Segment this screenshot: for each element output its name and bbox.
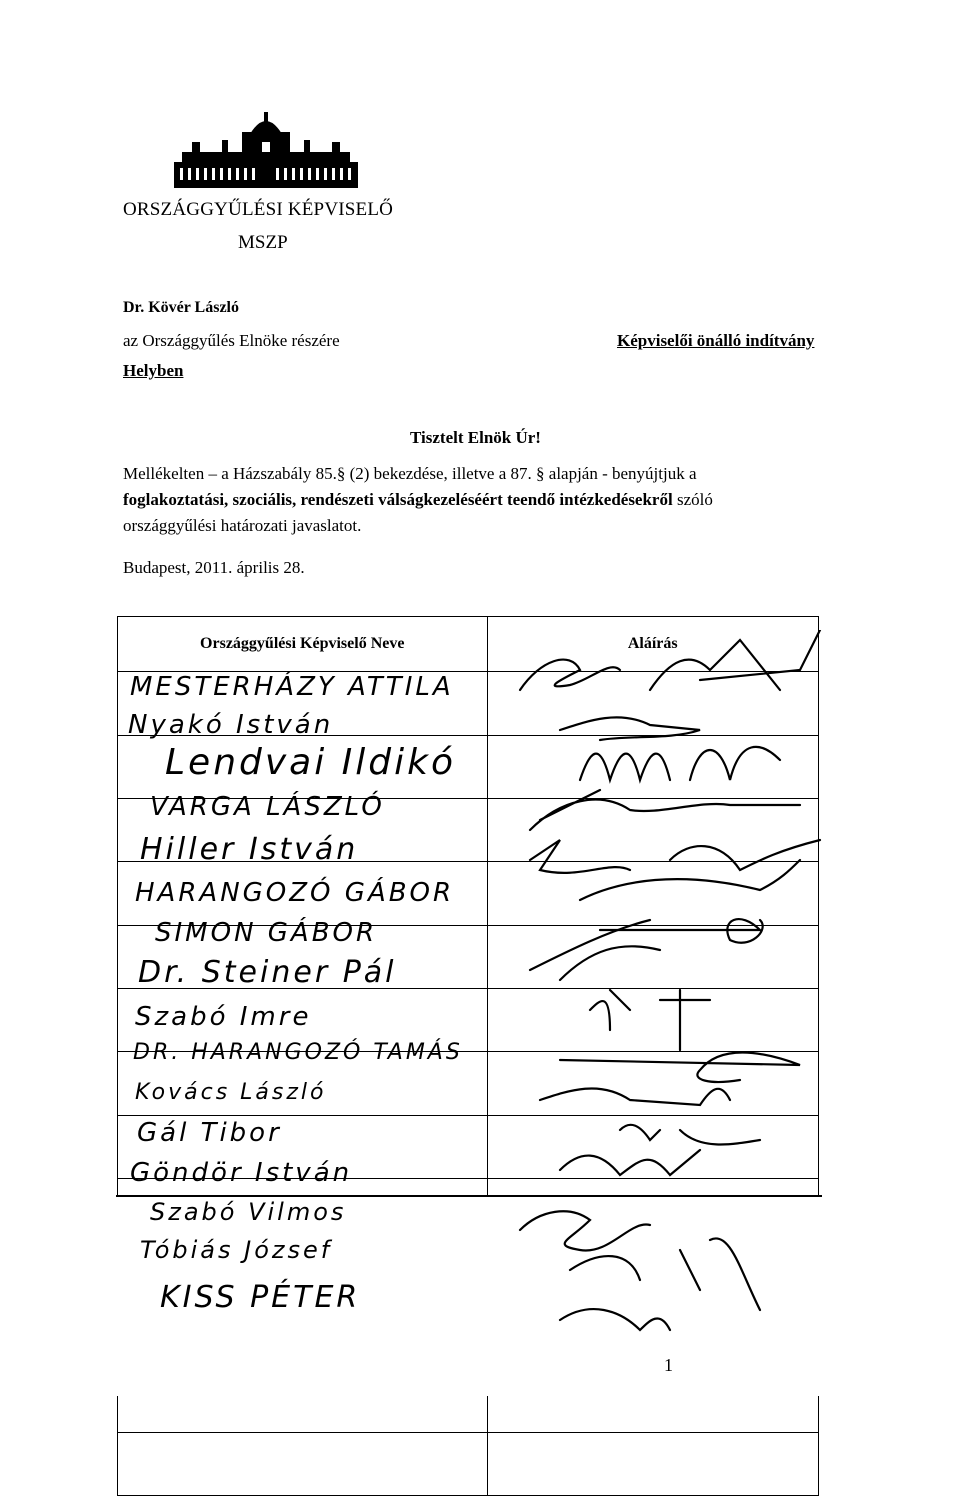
body-paragraph bbox=[123, 461, 843, 539]
body-line-1: Mellékelten – a Házszabály 85.§ (2) bekezdése, illetve a 87. § alapján - benyújtjuk a bbox=[123, 464, 697, 483]
body-line-3: országgyűlési határozati javaslatot. bbox=[123, 516, 362, 535]
handwritten-name: SIMON GÁBOR bbox=[155, 918, 378, 948]
handwritten-name: KISS PÉTER bbox=[160, 1280, 361, 1315]
handwritten-name: Tóbiás József bbox=[140, 1236, 333, 1264]
body-line-2-rest: szóló bbox=[672, 490, 713, 509]
handwritten-name: Kovács László bbox=[135, 1080, 327, 1105]
page-mark: 1 bbox=[664, 1355, 673, 1375]
table-row bbox=[118, 1432, 819, 1495]
handwritten-name: DR. HARANGOZÓ TAMÁS bbox=[133, 1040, 463, 1065]
body-line-2 bbox=[123, 487, 843, 513]
office-title: ORSZÁGGYŰLÉSI KÉPVISELŐ bbox=[123, 199, 394, 220]
handwritten-name: Göndör István bbox=[130, 1158, 353, 1188]
date-line: Budapest, 2011. április 28. bbox=[123, 558, 305, 577]
handwritten-name: VARGA LÁSZLÓ bbox=[150, 792, 385, 822]
motion-title: foglakoztatási, szociális, rendészeti válságkezeléséért teendő intézkedésekről bbox=[123, 490, 673, 509]
handwritten-name: Nyakó István bbox=[128, 710, 334, 740]
handwritten-name: MESTERHÁZY ATTILA bbox=[130, 672, 454, 702]
handwritten-name: Szabó Imre bbox=[135, 1002, 312, 1032]
addressee-name: Dr. Kövér László bbox=[123, 299, 239, 316]
handwritten-name: HARANGOZÓ GÁBOR bbox=[135, 878, 455, 908]
handwritten-name: Szabó Vilmos bbox=[150, 1198, 347, 1226]
handwritten-name: Dr. Steiner Pál bbox=[138, 955, 397, 990]
col-header-signature: Aláírás bbox=[487, 617, 818, 672]
addressee-role: az Országgyűlés Elnöke részére bbox=[123, 331, 340, 350]
place-text: Helyben bbox=[123, 361, 184, 380]
greeting: Tisztelt Elnök Úr! bbox=[410, 428, 541, 447]
handwritten-name: Lendvai Ildikó bbox=[165, 742, 457, 783]
handwritten-name: Hiller István bbox=[140, 832, 359, 867]
parliament-logo bbox=[172, 112, 360, 192]
signatures-scribbles bbox=[500, 630, 830, 1370]
party-name: MSZP bbox=[238, 232, 288, 253]
col-header-name: Országgyűlési Képviselő Neve bbox=[118, 617, 488, 672]
motion-type: Képviselői önálló indítvány bbox=[617, 331, 815, 350]
handwritten-name: Gál Tibor bbox=[137, 1118, 282, 1148]
